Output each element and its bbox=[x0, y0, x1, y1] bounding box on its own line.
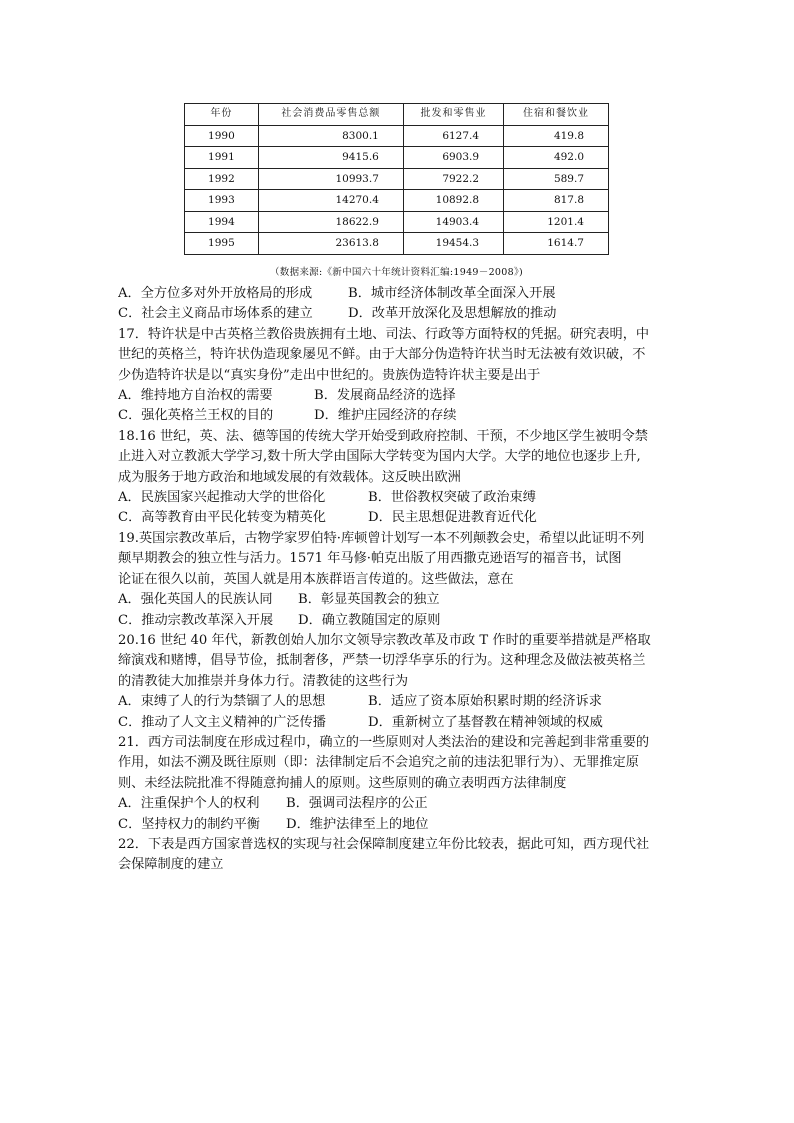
header-year: 年份 bbox=[185, 104, 259, 126]
q18-stem-line: 止进入对立教派大学学习,数十所大学由国际大学转变为国内大学。大学的地位也逐步上升, bbox=[118, 449, 641, 465]
q16-options-row-1 bbox=[118, 284, 678, 304]
retail-sales-table bbox=[184, 103, 609, 255]
q19-option-d[interactable]: D．确立教随国定的原则 bbox=[298, 612, 441, 628]
table-cell: 9415.6 bbox=[258, 147, 403, 169]
question-text-block bbox=[118, 284, 678, 876]
q22-stem-line: 22．下表是西方国家普选权的实现与社会保障制度建立年份比较表，据此可知，西方现代社 bbox=[118, 836, 650, 852]
q21-option-d[interactable]: D．维护法律至上的地位 bbox=[286, 816, 429, 832]
q19-option-c[interactable]: C．推动宗教改革深入开展 bbox=[118, 612, 274, 628]
table-cell: 1991 bbox=[185, 147, 259, 169]
header-total-retail: 社会消费品零售总额 bbox=[258, 104, 403, 126]
q16-options-row-2 bbox=[118, 304, 678, 324]
q20-stem-line: 缔演戏和赌博，倡导节俭，抵制奢侈，严禁一切浮华享乐的行为。这种理念及做法被英格兰 bbox=[118, 653, 646, 669]
q20-option-a[interactable]: A．束缚了人的行为禁锢了人的思想 bbox=[118, 694, 326, 710]
q19-stem-line: 19.英国宗教改革后，古物学家罗伯特·库顿曾计划写一本不列颠教会史，希望以此证明不列 bbox=[118, 530, 645, 546]
table-cell: 589.7 bbox=[504, 168, 609, 190]
table-cell: 1990 bbox=[185, 125, 259, 147]
q21-option-b[interactable]: B．强调司法程序的公正 bbox=[286, 796, 428, 812]
q21-stem-line: 作用，如法不溯及既往原则（即：法律制定后不会追究之前的违法犯罪行为）、无罪推定原 bbox=[118, 755, 639, 771]
table-cell: 14903.4 bbox=[403, 211, 503, 233]
q21-options-row-2 bbox=[118, 815, 678, 835]
table-cell: 492.0 bbox=[504, 147, 609, 169]
q19-stem-line: 论证在很久以前，英国人就是用本族群语言传道的。这些做法，意在 bbox=[118, 571, 514, 587]
table-cell: 817.8 bbox=[504, 190, 609, 212]
q18-stem-line: 成为服务于地方政治和地域发展的有效载体。这反映出欧洲 bbox=[118, 469, 461, 485]
q19-option-a[interactable]: A．强化英国人的民族认同 bbox=[118, 592, 273, 608]
q17-stem-line: 世纪的英格兰，特许状伪造现象屡见不鲜。由于大部分伪造特许状当时无法被有效识破，不 bbox=[118, 347, 646, 363]
table-row bbox=[185, 190, 609, 212]
q19-options-row-2 bbox=[118, 611, 678, 631]
q16-option-d[interactable]: D．改革开放深化及思想解放的推动 bbox=[348, 306, 557, 322]
q21-options-row-1 bbox=[118, 794, 678, 814]
q17-option-b[interactable]: B．发展商品经济的选择 bbox=[314, 388, 456, 404]
q18-stem-line: 18.16 世纪，英、法、德等国的传统大学开始受到政府控制、干预，不少地区学生被明令禁 bbox=[118, 428, 648, 444]
table-cell: 6903.9 bbox=[403, 147, 503, 169]
table-cell: 23613.8 bbox=[258, 233, 403, 255]
table-cell: 419.8 bbox=[504, 125, 609, 147]
q20-stem-line: 的清教徒大加推崇并身体力行。清教徒的这些行为 bbox=[118, 673, 409, 689]
table-row bbox=[185, 233, 609, 255]
q19-options-row-1 bbox=[118, 590, 678, 610]
table-cell: 6127.4 bbox=[403, 125, 503, 147]
table-row bbox=[185, 125, 609, 147]
q20-options-row-1 bbox=[118, 692, 678, 712]
q18-option-b[interactable]: B．世俗教权突破了政治束缚 bbox=[368, 490, 536, 506]
q20-option-c[interactable]: C．推动了人文主义精神的广泛传播 bbox=[118, 714, 326, 730]
table-cell: 19454.3 bbox=[403, 233, 503, 255]
table-row bbox=[185, 211, 609, 233]
q16-option-c[interactable]: C．社会主义商品市场体系的建立 bbox=[118, 306, 313, 322]
q19-option-b[interactable]: B．彰显英国教会的独立 bbox=[298, 592, 440, 608]
q21-option-a[interactable]: A．注重保护个人的权利 bbox=[118, 796, 260, 812]
table-cell: 1995 bbox=[185, 233, 259, 255]
q16-option-a[interactable]: A．全方位多对外开放格局的形成 bbox=[118, 286, 313, 301]
q17-stem-line: 少伪造特许状是以“真实身份”走出中世纪的。贵族伪造特许状主要是出于 bbox=[118, 367, 541, 383]
table-cell: 10993.7 bbox=[258, 168, 403, 190]
q18-option-a[interactable]: A．民族国家兴起推动大学的世俗化 bbox=[118, 490, 326, 506]
q17-stem-line: 17．特许状是中古英格兰教俗贵族拥有土地、司法、行政等方面特权的凭据。研究表明，中 bbox=[118, 326, 650, 342]
table-row bbox=[185, 168, 609, 190]
q16-option-b[interactable]: B．城市经济体制改革全面深入开展 bbox=[348, 286, 556, 301]
q17-option-a[interactable]: A．维持地方自治权的需要 bbox=[118, 388, 273, 404]
q17-options-row-1 bbox=[118, 386, 678, 406]
header-hotel-catering: 住宿和餐饮业 bbox=[504, 104, 609, 126]
q20-option-d[interactable]: D．重新树立了基督教在精神领域的权威 bbox=[368, 714, 603, 730]
q18-option-d[interactable]: D．民主思想促进教育近代化 bbox=[368, 510, 537, 526]
q18-option-c[interactable]: C．高等教育由平民化转变为精英化 bbox=[118, 510, 326, 526]
table-cell: 1993 bbox=[185, 190, 259, 212]
table-source-note: （数据来源:《新中国六十年统计资料汇编:1949－2008》) bbox=[269, 267, 523, 278]
table-cell: 18622.9 bbox=[258, 211, 403, 233]
q22-stem-line: 会保障制度的建立 bbox=[118, 857, 224, 873]
q21-stem-line: 则、未经法院批准不得随意拘捕人的原则。这些原则的确立表明西方法律制度 bbox=[118, 775, 567, 791]
table-cell: 1994 bbox=[185, 211, 259, 233]
q18-options-row-2 bbox=[118, 508, 678, 528]
table-cell: 14270.4 bbox=[258, 190, 403, 212]
table-cell: 1614.7 bbox=[504, 233, 609, 255]
q20-option-b[interactable]: B．适应了资本原始积累时期的经济诉求 bbox=[368, 694, 602, 710]
table-row bbox=[185, 147, 609, 169]
q20-options-row-2 bbox=[118, 713, 678, 733]
table-cell: 10892.8 bbox=[403, 190, 503, 212]
q17-option-c[interactable]: C．强化英格兰王权的目的 bbox=[118, 408, 274, 424]
table-cell: 1201.4 bbox=[504, 211, 609, 233]
q17-option-d[interactable]: D．维护庄园经济的存续 bbox=[314, 408, 457, 424]
q21-stem-line: 21．西方司法制度在形成过程巾，确立的一些原则对人类法治的建设和完善起到非常重要的 bbox=[118, 734, 650, 750]
q18-options-row-1 bbox=[118, 488, 678, 508]
header-wholesale-retail: 批发和零售业 bbox=[403, 104, 503, 126]
q21-option-c[interactable]: C．坚持权力的制约平衡 bbox=[118, 816, 260, 832]
table-header-row bbox=[185, 104, 609, 126]
table-cell: 1992 bbox=[185, 168, 259, 190]
q20-stem-line: 20.16 世纪 40 年代，新教创始人加尔文领导宗教改革及市政 T 作时的重要举措就是严格取 bbox=[118, 632, 651, 648]
q17-options-row-2 bbox=[118, 406, 678, 426]
table-cell: 7922.2 bbox=[403, 168, 503, 190]
table-cell: 8300.1 bbox=[258, 125, 403, 147]
q19-stem-line: 颠早期教会的独立性与活力。1571 年马修·帕克出版了用西撒克逊语写的福音书，试图 bbox=[118, 551, 622, 567]
